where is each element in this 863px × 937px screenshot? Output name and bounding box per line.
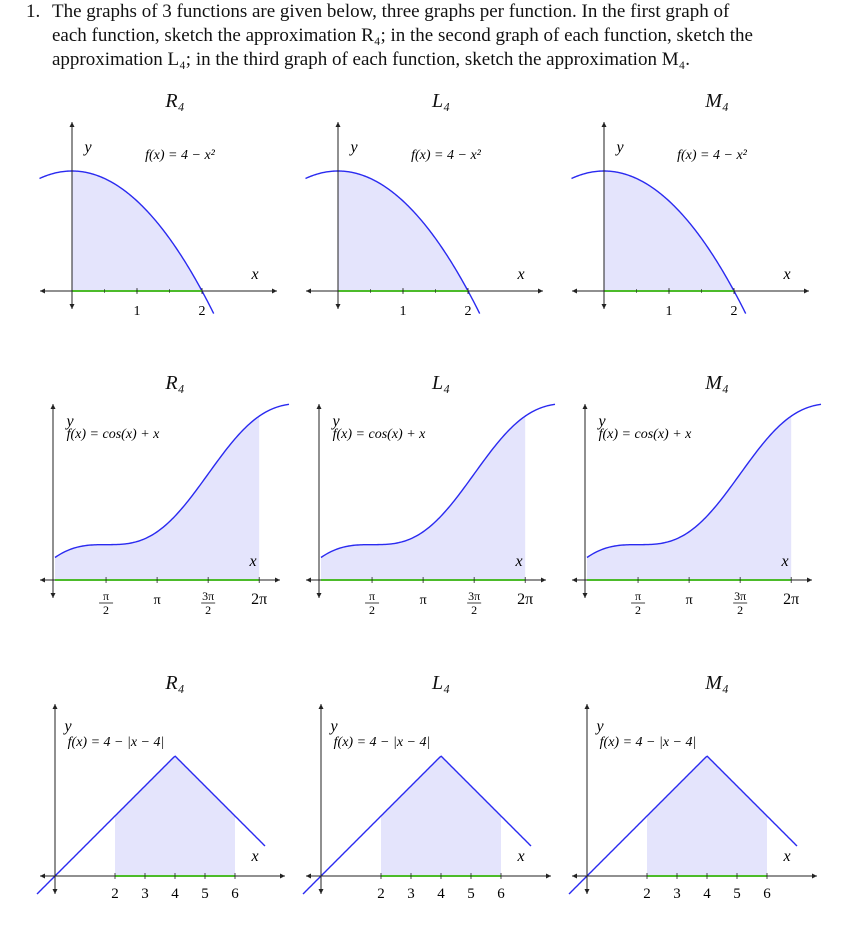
x-tick-label-den: 2 [103, 603, 110, 617]
x-tick-label-den: 2 [737, 603, 744, 617]
function-graph [306, 114, 576, 344]
y-axis-label: y [596, 718, 604, 735]
area-under-curve [604, 171, 734, 291]
x-axis-arrow [812, 874, 817, 879]
x-axis-arrow [807, 578, 812, 583]
problem-text [52, 0, 856, 72]
graph-panel [572, 672, 842, 937]
function-graph [572, 114, 842, 344]
x-tick-label-den: 2 [369, 603, 376, 617]
y-axis-arrow [53, 889, 58, 894]
area-under-curve [115, 756, 235, 876]
x-tick-label-den: 2 [471, 603, 478, 617]
area-under-curve [338, 171, 468, 291]
x-tick-label [201, 589, 215, 617]
function-graph [40, 696, 310, 926]
function-graph [306, 396, 576, 636]
y-axis-arrow [583, 593, 588, 598]
graph-panel [40, 90, 310, 355]
x-tick-label-den: 2 [205, 603, 212, 617]
y-axis-label: y [84, 139, 92, 156]
problem-statement [26, 0, 856, 72]
area-under-curve [72, 171, 202, 291]
x-axis-label: x [251, 848, 259, 865]
x-tick-label-num: π [103, 589, 110, 603]
y-axis-arrow [585, 704, 590, 709]
x-tick-label-num: π [369, 589, 376, 603]
x-axis-label: x [781, 553, 789, 570]
problem-number: 1. [26, 1, 41, 22]
y-axis-label: y [350, 139, 358, 156]
x-axis-label: x [783, 848, 791, 865]
x-axis-arrow [40, 289, 45, 294]
y-axis-arrow [53, 704, 58, 709]
y-axis-label: y [66, 413, 74, 430]
function-label: f(x) = 4 − x² [677, 148, 747, 163]
x-axis-arrow [572, 289, 577, 294]
y-axis-arrow [602, 122, 607, 127]
x-axis-arrow [306, 289, 311, 294]
x-axis-label: x [783, 266, 791, 283]
approximation-title: L₄ [431, 90, 451, 112]
x-tick-label: π [153, 593, 161, 608]
x-tick-label: 2 [111, 886, 119, 902]
x-axis-arrow [272, 289, 277, 294]
approximation-title: M₄ [705, 372, 729, 394]
y-axis-arrow [336, 122, 341, 127]
x-tick-label: 2π [251, 591, 268, 608]
x-axis-arrow [572, 874, 577, 879]
y-axis-label: y [330, 718, 338, 735]
x-tick-label: 2 [464, 304, 472, 319]
y-axis-arrow [602, 304, 607, 309]
y-axis-arrow [319, 889, 324, 894]
function-label: f(x) = 4 − |x − 4| [67, 735, 165, 750]
problem-text-line-2: each function, sketch the approximation R₄; in the second graph of each function, sketch the [52, 25, 753, 46]
x-axis-label: x [251, 266, 259, 283]
graph-panel [306, 90, 576, 355]
graph-panel [40, 372, 310, 637]
approximation-title: L₄ [431, 672, 451, 694]
x-tick-label [365, 589, 379, 617]
area-under-curve [647, 756, 767, 876]
x-tick-label: 2π [783, 591, 800, 608]
x-axis-arrow [275, 578, 280, 583]
function-graph [40, 114, 310, 344]
x-axis-arrow [538, 289, 543, 294]
y-axis-arrow [336, 304, 341, 309]
function-label: f(x) = 4 − |x − 4| [599, 735, 697, 750]
x-tick-label-num: 3π [734, 589, 747, 603]
function-label: f(x) = 4 − x² [145, 148, 215, 163]
x-tick-label: 2 [198, 304, 206, 319]
x-axis-arrow [804, 289, 809, 294]
x-axis-arrow [541, 578, 546, 583]
x-axis-arrow [280, 874, 285, 879]
area-under-curve [381, 756, 501, 876]
y-axis-label: y [64, 718, 72, 735]
function-label: f(x) = cos(x) + x [332, 427, 426, 442]
y-axis-label: y [616, 139, 624, 156]
x-tick-label: 3 [141, 886, 149, 902]
y-axis-arrow [583, 404, 588, 409]
x-axis-label: x [517, 848, 525, 865]
x-tick-label: 2 [643, 886, 651, 902]
graph-panel [572, 372, 842, 637]
x-tick-label [733, 589, 747, 617]
function-label: f(x) = 4 − |x − 4| [333, 735, 431, 750]
function-label: f(x) = cos(x) + x [66, 427, 160, 442]
graph-panel [40, 672, 310, 937]
function-graph [572, 696, 842, 926]
y-axis-arrow [585, 889, 590, 894]
y-axis-arrow [70, 304, 75, 309]
x-tick-label: 5 [467, 886, 475, 902]
approximation-title: L₄ [431, 372, 451, 394]
x-tick-label: 2π [517, 591, 534, 608]
x-axis-arrow [40, 578, 45, 583]
function-graph [306, 696, 576, 926]
graph-panel [572, 90, 842, 355]
x-tick-label: 1 [133, 304, 141, 319]
function-label: f(x) = cos(x) + x [598, 427, 692, 442]
x-tick-label-den: 2 [635, 603, 642, 617]
problem-text-line-1: The graphs of 3 functions are given below, three graphs per function. In the first graph of [52, 1, 730, 22]
x-axis-arrow [306, 578, 311, 583]
x-tick-label [631, 589, 645, 617]
x-tick-label: 2 [730, 304, 738, 319]
x-axis-label: x [249, 553, 257, 570]
approximation-title: M₄ [705, 90, 729, 112]
approximation-title: R₄ [165, 672, 185, 694]
y-axis-arrow [317, 404, 322, 409]
graph-panel [306, 372, 576, 637]
y-axis-label: y [598, 413, 606, 430]
x-tick-label-num: 3π [202, 589, 215, 603]
x-tick-label: 4 [171, 886, 179, 902]
x-tick-label [99, 589, 113, 617]
y-axis-label: y [332, 413, 340, 430]
x-tick-label: 3 [407, 886, 415, 902]
x-tick-label: 4 [703, 886, 711, 902]
x-tick-label: 6 [231, 886, 239, 902]
x-tick-label: 6 [763, 886, 771, 902]
problem-text-line-3: approximation L₄; in the third graph of each function, sketch the approximation M₄. [52, 49, 690, 70]
y-axis-arrow [317, 593, 322, 598]
y-axis-arrow [70, 122, 75, 127]
x-axis-label: x [517, 266, 525, 283]
x-tick-label: 5 [733, 886, 741, 902]
x-tick-label: π [419, 593, 427, 608]
x-tick-label: 4 [437, 886, 445, 902]
x-tick-label [467, 589, 481, 617]
x-axis-arrow [306, 874, 311, 879]
y-axis-arrow [51, 593, 56, 598]
y-axis-arrow [319, 704, 324, 709]
x-tick-label: 5 [201, 886, 209, 902]
function-label: f(x) = 4 − x² [411, 148, 481, 163]
x-tick-label: 3 [673, 886, 681, 902]
approximation-title: R₄ [165, 90, 185, 112]
x-tick-label: 6 [497, 886, 505, 902]
graph-panel [306, 672, 576, 937]
x-tick-label-num: 3π [468, 589, 481, 603]
x-tick-label: 2 [377, 886, 385, 902]
x-tick-label: 1 [399, 304, 407, 319]
x-tick-label: π [685, 593, 693, 608]
x-axis-arrow [546, 874, 551, 879]
x-tick-label: 1 [665, 304, 673, 319]
x-axis-arrow [572, 578, 577, 583]
x-tick-label-num: π [635, 589, 642, 603]
function-graph [572, 396, 842, 636]
y-axis-arrow [51, 404, 56, 409]
x-axis-arrow [40, 874, 45, 879]
function-graph [40, 396, 310, 636]
approximation-title: M₄ [705, 672, 729, 694]
approximation-title: R₄ [165, 372, 185, 394]
x-axis-label: x [515, 553, 523, 570]
